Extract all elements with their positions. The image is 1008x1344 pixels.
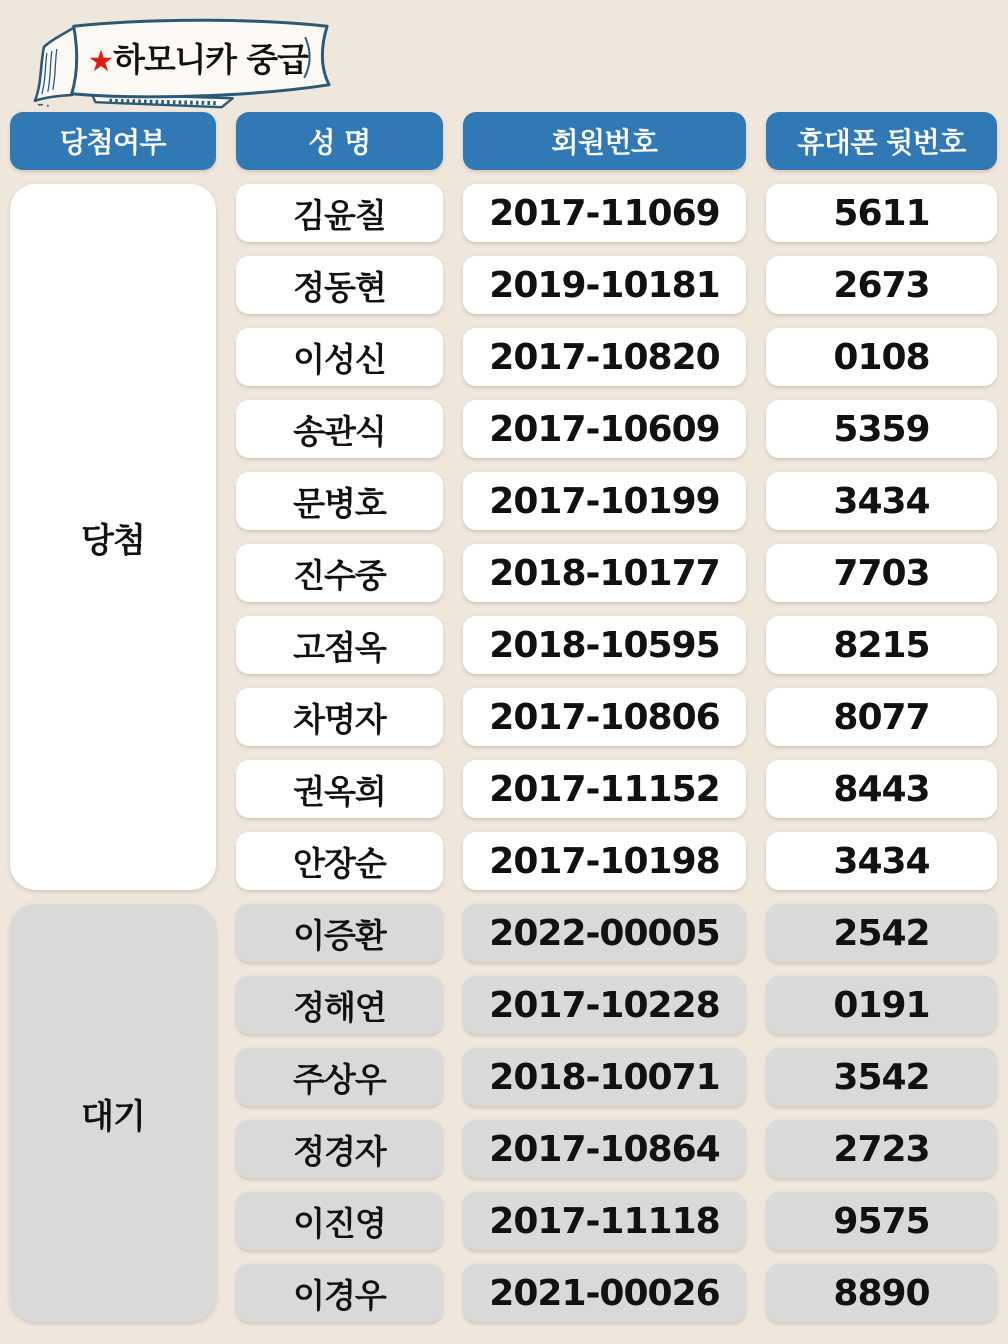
phone-last-cell: 5611: [766, 184, 997, 242]
name-cell: 정경자: [236, 1120, 443, 1178]
member-no-cell: 2017-11152: [463, 760, 746, 818]
member-no-cell: 2017-10198: [463, 832, 746, 890]
member-no-cell: 2017-11118: [463, 1192, 746, 1250]
star-icon: ★: [87, 43, 114, 79]
phone-last-cell: 3542: [766, 1048, 997, 1106]
name-cell: 권옥희: [236, 760, 443, 818]
name-cell: 김윤칠: [236, 184, 443, 242]
name-cell: 문병호: [236, 472, 443, 530]
name-cell: 차명자: [236, 688, 443, 746]
member-no-cell: 2018-10177: [463, 544, 746, 602]
name-cell: 정동현: [236, 256, 443, 314]
phone-last-cell: 5359: [766, 400, 997, 458]
banner-title: 하모니카 중급: [113, 40, 308, 79]
phone-last-cell: 3434: [766, 472, 997, 530]
name-cell: 이증환: [236, 904, 443, 962]
phone-last-cell: 8443: [766, 760, 997, 818]
phone-last-cell: 0108: [766, 328, 997, 386]
column-header-phone-last: 휴대폰 뒷번호: [766, 112, 997, 170]
phone-last-cell: 7703: [766, 544, 997, 602]
member-no-cell: 2017-10806: [463, 688, 746, 746]
member-no-cell: 2018-10071: [463, 1048, 746, 1106]
phone-last-cell: 8077: [766, 688, 997, 746]
member-no-cell: 2017-10228: [463, 976, 746, 1034]
phone-last-cell: 0191: [766, 976, 997, 1034]
member-no-cell: 2017-11069: [463, 184, 746, 242]
name-cell: 이성신: [236, 328, 443, 386]
results-table: [0, 112, 1008, 1322]
banner: [22, 6, 340, 112]
member-no-cell: 2018-10595: [463, 616, 746, 674]
phone-last-cell: 2723: [766, 1120, 997, 1178]
name-cell: 주상우: [236, 1048, 443, 1106]
column-header-member-no: 회원번호: [463, 112, 746, 170]
phone-last-cell: 2542: [766, 904, 997, 962]
phone-last-cell: 2673: [766, 256, 997, 314]
group-cell-waiting: 대기: [10, 904, 216, 1322]
column-header-win-status: 당첨여부: [10, 112, 216, 170]
name-cell: 이경우: [236, 1264, 443, 1322]
name-cell: 안장순: [236, 832, 443, 890]
ribbon-graphic: [22, 6, 340, 112]
phone-last-cell: 8215: [766, 616, 997, 674]
member-no-cell: 2021-00026: [463, 1264, 746, 1322]
name-cell: 송관식: [236, 400, 443, 458]
member-no-cell: 2017-10864: [463, 1120, 746, 1178]
phone-last-cell: 3434: [766, 832, 997, 890]
name-cell: 이진영: [236, 1192, 443, 1250]
phone-last-cell: 8890: [766, 1264, 997, 1322]
member-no-cell: 2022-00005: [463, 904, 746, 962]
member-no-cell: 2017-10609: [463, 400, 746, 458]
group-cell-won: 당첨: [10, 184, 216, 890]
name-cell: 고점옥: [236, 616, 443, 674]
member-no-cell: 2017-10199: [463, 472, 746, 530]
name-cell: 진수중: [236, 544, 443, 602]
member-no-cell: 2019-10181: [463, 256, 746, 314]
name-cell: 정해연: [236, 976, 443, 1034]
svg-text:★하모니카 중급: [88, 41, 310, 79]
member-no-cell: 2017-10820: [463, 328, 746, 386]
column-header-name: 성 명: [236, 112, 443, 170]
phone-last-cell: 9575: [766, 1192, 997, 1250]
